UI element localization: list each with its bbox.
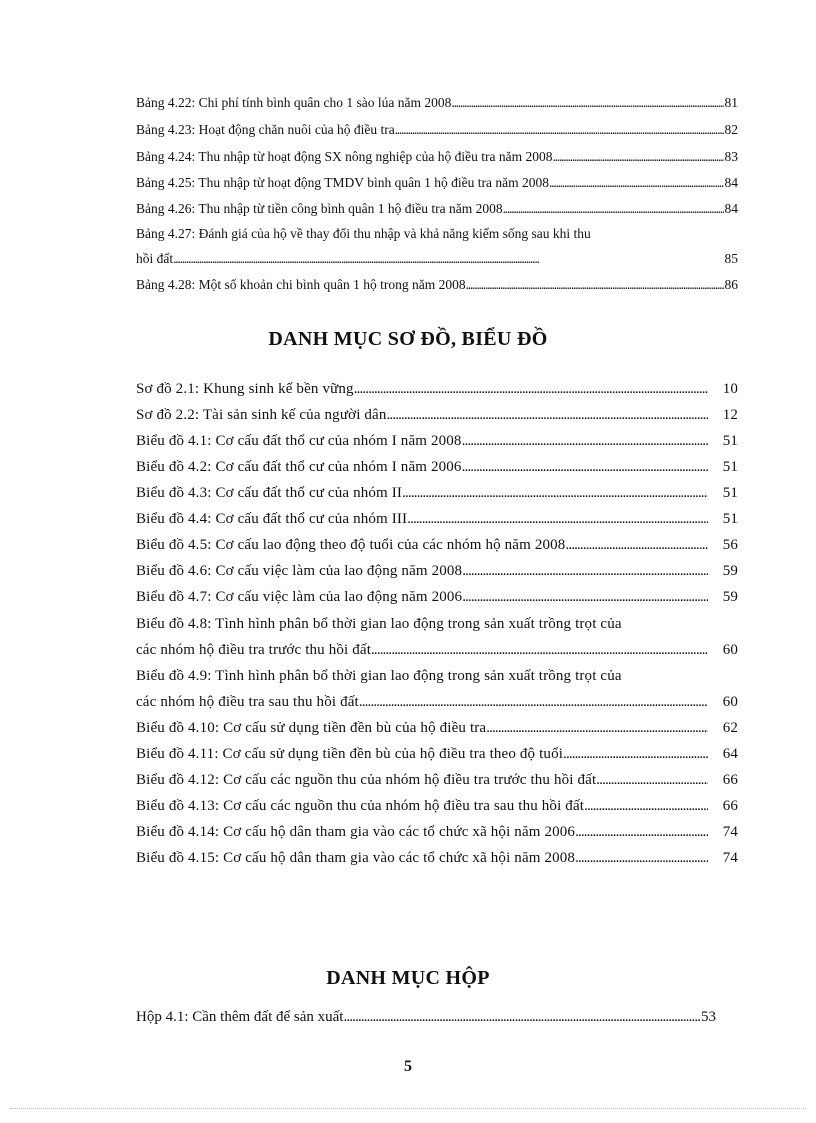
toc-entry-chart-4-9[interactable]: các nhóm hộ điều tra sau thu hồi đất . . . 60 — [136, 694, 738, 711]
toc-page-number: 82 — [724, 122, 738, 137]
toc-entry-chart-4-1[interactable]: Biểu đồ 4.1: Cơ cấu đất thổ cư của nhóm I năm 2008 . . . 51 — [136, 433, 738, 450]
toc-entry-diagram-2-2[interactable]: Sơ đồ 2.2: Tài sản sinh kế của người dân . . . 12 — [136, 407, 738, 424]
page-number: 5 — [404, 1058, 412, 1075]
diagrams-heading: DANH MỤC SƠ ĐỒ, BIỂU ĐỒ — [268, 328, 548, 350]
toc-page-number: 86 — [724, 277, 738, 292]
toc-page-number: 60 — [722, 694, 738, 710]
toc-entry-table-4-23[interactable]: Bảng 4.23: Hoạt động chăn nuôi của hộ điều tra . . . 82 — [136, 122, 738, 138]
toc-page-number: 84 — [724, 175, 738, 190]
toc-page-number: 51 — [722, 459, 738, 475]
toc-entry-chart-4-6[interactable]: Biểu đồ 4.6: Cơ cấu việc làm của lao động năm 2008 . . . 59 — [136, 563, 738, 580]
toc-entry-chart-4-3[interactable]: Biểu đồ 4.3: Cơ cấu đất thổ cư của nhóm II . . . 51 — [136, 485, 738, 502]
toc-page-number: 66 — [722, 772, 738, 788]
toc-entry-table-4-27-line1[interactable]: Bảng 4.27: Đánh giá của hộ về thay đổi thu nhập và khả năng kiếm sống sau khi thu — [136, 226, 591, 241]
toc-page-number: 62 — [722, 720, 738, 736]
toc-entry-table-4-26[interactable]: Bảng 4.26: Thu nhập từ tiền công bình quân 1 hộ điều tra năm 2008 . . . 84 — [136, 201, 738, 217]
toc-page-number: 74 — [722, 824, 738, 840]
toc-page-number: 51 — [722, 433, 738, 449]
toc-entry-chart-4-12[interactable]: Biểu đồ 4.12: Cơ cấu các nguồn thu của nhóm hộ điều tra trước thu hồi đất . . . 66 — [136, 772, 738, 789]
toc-entry-chart-4-8-line1[interactable]: Biểu đồ 4.8: Tình hình phân bổ thời gian lao động trong sản xuất trồng trọt của — [136, 616, 622, 632]
toc-page-number: 51 — [722, 511, 738, 527]
toc-page-number: 64 — [722, 746, 738, 762]
toc-page-number: 60 — [722, 642, 738, 658]
toc-page-number: 59 — [722, 563, 738, 579]
toc-entry-chart-4-8[interactable]: các nhóm hộ điều tra trước thu hồi đất . . . 60 — [136, 642, 738, 659]
toc-entry-table-4-24[interactable]: Bảng 4.24: Thu nhập từ hoạt động SX nông nghiệp của hộ điều tra năm 2008 . . . 83 — [136, 149, 738, 165]
toc-entry-chart-4-7[interactable]: Biểu đồ 4.7: Cơ cấu việc làm của lao động năm 2006 . . . 59 — [136, 589, 738, 606]
toc-page-number: 12 — [722, 407, 738, 423]
toc-entry-chart-4-5[interactable]: Biểu đồ 4.5: Cơ cấu lao động theo độ tuổi của các nhóm hộ năm 2008 . . . 56 — [136, 537, 738, 554]
toc-entry-table-4-25[interactable]: Bảng 4.25: Thu nhập từ hoạt động TMDV bình quân 1 hộ điều tra năm 2008 . . . 84 — [136, 175, 738, 191]
toc-entry-chart-4-2[interactable]: Biểu đồ 4.2: Cơ cấu đất thổ cư của nhóm I năm 2006 . . . 51 — [136, 459, 738, 476]
toc-entry-chart-4-11[interactable]: Biểu đồ 4.11: Cơ cấu sử dụng tiền đền bù của hộ điều tra theo độ tuổi . . . 64 — [136, 746, 738, 763]
toc-page-number: 56 — [722, 537, 738, 553]
toc-entry-chart-4-13[interactable]: Biểu đồ 4.13: Cơ cấu các nguồn thu của nhóm hộ điều tra sau thu hồi đất . . . 66 — [136, 798, 738, 815]
boxes-heading: DANH MỤC HỘP — [326, 967, 490, 989]
toc-page-number: 53 — [701, 1009, 716, 1025]
toc-entry-chart-4-9-line1[interactable]: Biểu đồ 4.9: Tình hình phân bổ thời gian lao động trong sản xuất trồng trọt của — [136, 668, 622, 684]
toc-entry-chart-4-14[interactable]: Biểu đồ 4.14: Cơ cấu hộ dân tham gia vào các tổ chức xã hội năm 2006 . . . 74 — [136, 824, 738, 841]
toc-page-number: 51 — [722, 485, 738, 501]
toc-entry-chart-4-15[interactable]: Biểu đồ 4.15: Cơ cấu hộ dân tham gia vào các tổ chức xã hội năm 2008 . . . 74 — [136, 850, 738, 867]
toc-entry-table-4-28[interactable]: Bảng 4.28: Một số khoản chi bình quân 1 hộ trong năm 2008 . . . 86 — [136, 277, 738, 293]
toc-entry-chart-4-10[interactable]: Biểu đồ 4.10: Cơ cấu sử dụng tiền đền bù của hộ điều tra . . . 62 — [136, 720, 738, 737]
toc-entry-box-4-1[interactable]: Hộp 4.1: Cần thêm đất để sản xuất . . . 53 — [136, 1009, 716, 1026]
toc-page-number: 85 — [724, 251, 738, 266]
toc-page-number: 59 — [722, 589, 738, 605]
toc-page-number: 66 — [722, 798, 738, 814]
toc-entry-table-4-27[interactable]: hồi đất . . . 85 — [136, 251, 738, 267]
toc-page-number: 83 — [724, 149, 738, 164]
toc-page-number: 84 — [724, 201, 738, 216]
toc-entry-diagram-2-1[interactable]: Sơ đồ 2.1: Khung sinh kế bền vững . . . 10 — [136, 381, 738, 398]
toc-page-number: 10 — [722, 381, 738, 397]
page-bottom-rule — [10, 1108, 806, 1109]
toc-entry-table-4-22[interactable]: Bảng 4.22: Chi phí tính bình quân cho 1 sào lúa năm 2008 . . . 81 — [136, 95, 738, 111]
toc-page-number: 81 — [724, 95, 738, 110]
toc-entry-chart-4-4[interactable]: Biểu đồ 4.4: Cơ cấu đất thổ cư của nhóm III . . . 51 — [136, 511, 738, 528]
toc-page-number: 74 — [722, 850, 738, 866]
